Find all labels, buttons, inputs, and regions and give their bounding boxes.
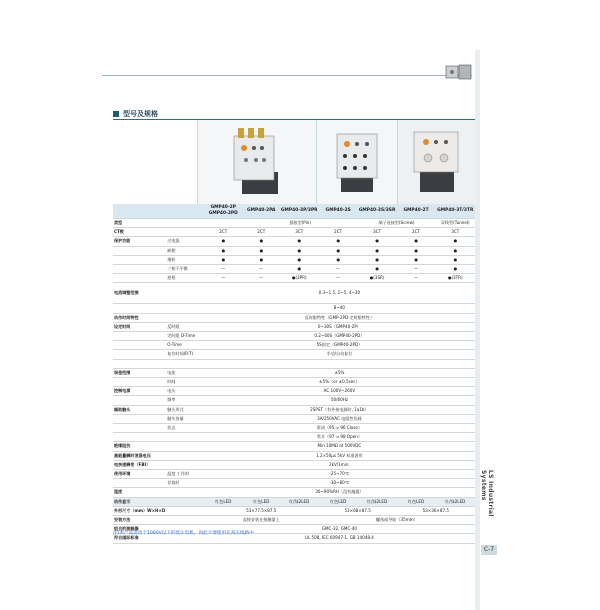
table-cell xyxy=(166,304,204,313)
table-cell: 插接型(Pin) xyxy=(243,219,358,228)
table-row xyxy=(113,396,475,405)
table-cell xyxy=(113,255,166,264)
table-cell: 2CT xyxy=(243,228,280,237)
table-cell xyxy=(166,313,204,322)
table-row xyxy=(113,359,475,368)
table-cell xyxy=(113,433,166,442)
table-cell xyxy=(113,350,166,359)
table-cell: — xyxy=(243,274,280,283)
table-row xyxy=(113,274,475,283)
table-cell: 0.2~60S（GMP40-2PD） xyxy=(204,332,475,341)
spec-table xyxy=(113,204,475,544)
table-cell xyxy=(113,378,166,387)
table-cell xyxy=(166,433,204,442)
table-cell xyxy=(166,442,204,451)
product-photo-tunnel-type xyxy=(397,120,476,204)
table-cell: 红色LED xyxy=(319,497,358,506)
table-cell: 误差范围 xyxy=(113,368,166,377)
table-cell: 电快速瞬变（FBI） xyxy=(113,460,166,469)
table-cell: 红色LED xyxy=(397,497,436,506)
table-cell: -25~70℃ xyxy=(204,470,475,479)
table-cell: 2CT xyxy=(397,228,436,237)
model-name: GMP40-3S/3SR xyxy=(358,204,397,219)
table-cell xyxy=(113,414,166,423)
table-cell xyxy=(113,246,166,255)
top-rule xyxy=(102,75,472,76)
table-cell: ● xyxy=(243,246,280,255)
table-row xyxy=(113,228,475,237)
table-cell: ● xyxy=(319,246,358,255)
table-cell: 电压 xyxy=(166,387,204,396)
model-row xyxy=(113,204,475,219)
table-cell: 外形尺寸（mm）W×H×D xyxy=(113,506,166,515)
table-row xyxy=(113,433,475,442)
table-cell: ● xyxy=(397,246,436,255)
section-title: 型号及规格 xyxy=(123,110,158,118)
product-photo-screw-type xyxy=(316,120,397,204)
table-cell: 直接安装在接触器上 xyxy=(204,516,319,525)
table-cell: ● xyxy=(358,255,397,264)
table-cell: — xyxy=(397,265,436,274)
table-cell: 动作时间特性 xyxy=(113,313,166,322)
table-cell: — xyxy=(204,265,243,274)
table-cell: 温度 工作时 xyxy=(166,470,204,479)
table-row xyxy=(113,387,475,396)
table-cell: 缺相 xyxy=(166,246,204,255)
table-cell: 3CT xyxy=(435,228,475,237)
table-cell xyxy=(113,204,204,219)
table-cell xyxy=(204,219,243,228)
table-cell xyxy=(166,488,204,497)
table-row xyxy=(113,332,475,341)
table-cell: 湿度 xyxy=(113,488,166,497)
table-cell: -30~80℃ xyxy=(204,479,475,488)
table-cell: 设定时间 xyxy=(113,322,166,331)
table-cell: 3CT xyxy=(358,228,397,237)
table-row xyxy=(113,479,475,488)
table-row xyxy=(113,255,475,264)
table-cell xyxy=(113,274,166,283)
table-row xyxy=(113,322,475,331)
table-cell: 安装方法 xyxy=(113,516,166,525)
table-row xyxy=(113,378,475,387)
table-cell xyxy=(113,332,166,341)
table-row xyxy=(113,283,475,304)
table-cell: ● xyxy=(397,255,436,264)
table-cell: 存放时 xyxy=(166,479,204,488)
table-cell: ±5% xyxy=(204,368,475,377)
table-cell: 3A/250VAC 电阻性负载 xyxy=(204,414,475,423)
table-cell: 0~30S（GMP40-2P） xyxy=(204,322,475,331)
table-cell: 组合的接触器 xyxy=(113,525,166,534)
table-cell: 电流调整范围 xyxy=(113,283,166,304)
table-row xyxy=(113,219,475,228)
table-cell: 0.3~1.5, 1~5, 4~20 xyxy=(204,283,475,304)
table-cell: 过电流 xyxy=(166,237,204,246)
table-row xyxy=(113,451,475,460)
table-cell: 50/60Hz xyxy=(204,396,475,405)
table-row xyxy=(113,442,475,451)
table-cell: 逆相 xyxy=(166,274,204,283)
table-cell: 红色LED xyxy=(204,497,243,506)
table-cell: ±5%（or ±0.5sec） xyxy=(204,378,475,387)
table-cell: 频率 xyxy=(166,396,204,405)
table-cell: ● xyxy=(243,237,280,246)
table-row xyxy=(113,368,475,377)
table-cell: ●(3SR) xyxy=(358,274,397,283)
model-name: GMP40-3P/3PR xyxy=(280,204,319,219)
table-cell: ● xyxy=(319,255,358,264)
table-row xyxy=(113,246,475,255)
table-cell: — xyxy=(204,274,243,283)
table-cell xyxy=(166,516,204,525)
table-cell: 保护功能 xyxy=(113,237,166,246)
table-row xyxy=(113,488,475,497)
table-cell: 螺丝或导轨（35mm） xyxy=(319,516,475,525)
table-cell: 53×36×87.5 xyxy=(397,506,475,515)
table-cell: 2SPST（有外接电源时, 1a1b） xyxy=(204,405,475,414)
table-cell: 2CT xyxy=(204,228,243,237)
table-cell: ● xyxy=(319,237,358,246)
table-cell: — xyxy=(319,265,358,274)
table-row xyxy=(113,341,475,350)
table-cell: 红/绿2LED xyxy=(358,497,397,506)
heading-square-icon xyxy=(113,111,119,117)
page-number: C-7 xyxy=(481,545,497,555)
table-row xyxy=(113,313,475,322)
table-cell: 时间 xyxy=(166,378,204,387)
table-cell: 符合国际标准 xyxy=(113,534,166,543)
table-cell: 定时限 D-Time xyxy=(166,332,204,341)
model-name: GMP40-2P GMP40-2PD xyxy=(204,204,243,219)
table-cell xyxy=(166,506,204,515)
table-cell xyxy=(166,219,204,228)
table-cell: ● xyxy=(243,255,280,264)
table-cell: 状态 xyxy=(166,424,204,433)
section-heading xyxy=(113,109,158,119)
table-cell xyxy=(204,359,475,368)
table-cell: Min 10MΩ at 500VDC xyxy=(204,442,475,451)
side-brand-text: LS Industrial Systems xyxy=(480,470,494,517)
table-cell: 常闭（95 ⇒ 96 Close） xyxy=(204,424,475,433)
table-cell: 8~40 xyxy=(204,304,475,313)
table-cell: UL 508, IEC 60947-1, GB 14048.4 xyxy=(204,534,475,543)
table-cell: 反时限特性（GMP-2PD:定时限特性） xyxy=(204,313,475,322)
table-cell: 复位时间(R-T) xyxy=(166,350,204,359)
table-cell: 使用环境 xyxy=(113,470,166,479)
table-cell: 穿线型(Tunnel) xyxy=(435,219,475,228)
table-cell: 绝缘阻抗 xyxy=(113,442,166,451)
table-row xyxy=(113,497,475,506)
table-row xyxy=(113,405,475,414)
table-cell: 53×68×87.5 xyxy=(319,506,397,515)
table-cell: 高能量瞬时浪涌电压 xyxy=(113,451,166,460)
table-cell: O-Time xyxy=(166,341,204,350)
table-cell: 2kV/1min. xyxy=(204,460,475,469)
table-row xyxy=(113,460,475,469)
table-cell: ● xyxy=(204,246,243,255)
table-cell: 53×77.5×87.5 xyxy=(204,506,319,515)
table-cell: 反时限 xyxy=(166,322,204,331)
table-cell: — xyxy=(319,274,358,283)
table-cell: ● xyxy=(280,265,319,274)
table-cell xyxy=(166,497,204,506)
table-cell: 红/绿2LED xyxy=(435,497,475,506)
table-cell xyxy=(113,396,166,405)
model-name: GMP40-2S xyxy=(319,204,358,219)
table-cell: 手动/自动复位 xyxy=(204,350,475,359)
table-row xyxy=(113,237,475,246)
table-cell: 1.2×50μs 5kV 标准波形 xyxy=(204,451,475,460)
table-cell: ● xyxy=(204,237,243,246)
table-cell: — xyxy=(243,265,280,274)
table-cell: 触头容量 xyxy=(166,414,204,423)
table-cell: 红/绿2LED xyxy=(280,497,319,506)
table-cell: 辅助触头 xyxy=(113,405,166,414)
table-cell: 常开（97 ⇒ 98 Open） xyxy=(204,433,475,442)
table-row xyxy=(113,470,475,479)
table-cell xyxy=(166,283,204,304)
table-cell: 触头形式 xyxy=(166,405,204,414)
table-cell: ● xyxy=(204,255,243,264)
table-cell xyxy=(113,479,166,488)
table-cell: 三相不平衡 xyxy=(166,265,204,274)
table-cell: 红色LED xyxy=(243,497,280,506)
table-cell: ●(3TR) xyxy=(435,274,475,283)
table-cell xyxy=(166,460,204,469)
table-row xyxy=(113,265,475,274)
table-cell: AC 100V~260V xyxy=(204,387,475,396)
table-cell: 5S固定（GMP40-2PD） xyxy=(204,341,475,350)
table-cell: GMC-32, GMC-40 xyxy=(204,525,475,534)
table-cell xyxy=(113,341,166,350)
product-photo-pin-type xyxy=(197,120,316,204)
table-row xyxy=(113,506,475,515)
table-cell: 堵转 xyxy=(166,255,204,264)
table-cell xyxy=(166,359,204,368)
table-row xyxy=(113,350,475,359)
table-cell xyxy=(113,304,166,313)
product-thumbnail-image xyxy=(442,62,476,82)
table-cell: 端子连接型(Screw) xyxy=(358,219,436,228)
table-cell: ● xyxy=(435,265,475,274)
table-row xyxy=(113,304,475,313)
table-cell: ● xyxy=(280,237,319,246)
table-cell: ● xyxy=(358,237,397,246)
table-row xyxy=(113,414,475,423)
table-cell: ● xyxy=(280,255,319,264)
table-cell: 3CT xyxy=(280,228,319,237)
table-cell: ● xyxy=(358,265,397,274)
table-cell: ● xyxy=(435,237,475,246)
table-cell: ● xyxy=(397,237,436,246)
table-cell xyxy=(166,228,204,237)
table-cell: 电流 xyxy=(166,368,204,377)
table-cell: 30~90%RH（没有凝露） xyxy=(204,488,475,497)
model-name: GMP40-3T/3TR xyxy=(435,204,475,219)
table-cell xyxy=(166,451,204,460)
table-cell: ●(3PR) xyxy=(280,274,319,283)
model-name: GMP40-2PA xyxy=(243,204,280,219)
table-cell: ● xyxy=(358,246,397,255)
table-cell: 2CT xyxy=(319,228,358,237)
table-cell: ● xyxy=(435,246,475,255)
table-cell: CT数 xyxy=(113,228,166,237)
table-cell xyxy=(113,265,166,274)
footnote: 注)本产品适用于1000V以下的低压电机，因此不要使用在高压线路中 xyxy=(113,531,254,536)
table-cell: 类型 xyxy=(113,219,166,228)
table-cell: ● xyxy=(435,255,475,264)
table-cell: 控制电源 xyxy=(113,387,166,396)
model-name: GMP40-2T xyxy=(397,204,436,219)
table-cell xyxy=(113,359,166,368)
table-cell: — xyxy=(397,274,436,283)
table-cell: ● xyxy=(280,246,319,255)
table-cell: 动作显示 xyxy=(113,497,166,506)
table-row xyxy=(113,516,475,525)
table-cell xyxy=(113,424,166,433)
table-row xyxy=(113,424,475,433)
